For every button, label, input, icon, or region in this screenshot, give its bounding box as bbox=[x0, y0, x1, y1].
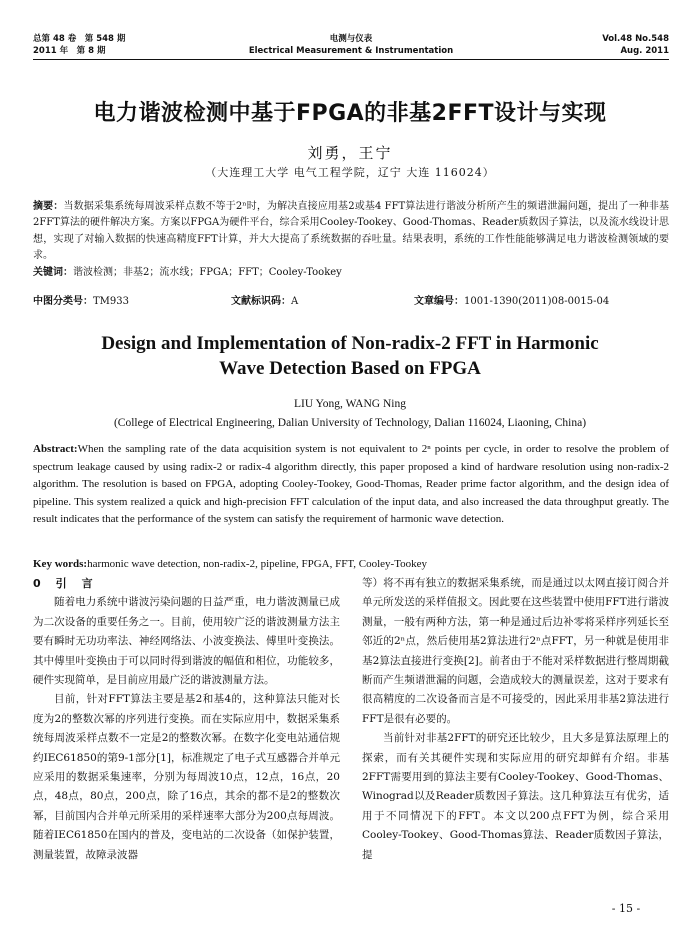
article-number bbox=[414, 295, 609, 309]
keywords-en bbox=[33, 556, 669, 572]
header-date: Aug. 2011 bbox=[620, 46, 669, 56]
header-vol-no: Vol.48 No.548 bbox=[602, 34, 669, 44]
clc-value: TM933 bbox=[93, 296, 129, 307]
journal-name-cn: 电测与仪表 bbox=[329, 34, 373, 44]
title-cn: 电力谐波检测中基于FPGA的非基2FFT设计与实现 bbox=[93, 101, 607, 126]
affiliation-cn: （大连理工大学 电气工程学院，辽宁 大连 116024） bbox=[205, 166, 495, 179]
abstract-cn-label: 摘要： bbox=[33, 201, 64, 212]
doc-value: A bbox=[291, 296, 299, 307]
document-code bbox=[231, 295, 298, 309]
keywords-en-label: Key words: bbox=[33, 558, 88, 570]
body-column-right bbox=[362, 574, 669, 865]
abstract-cn-text: 当数据采集系统每周波采样点数不等于2ⁿ时，为解决直接应用基2或基4 FFT算法进行谐波分析所产生的频谱泄漏问题，提出了一种非基2FFT算法的硬件解决方案。方案以FPGA为硬件平台，综合采用Cooley-Tookey、Good-Thomas、Reader质数因子算法，以及流水线设计思想，实现了对输入数据的快速高精度FFT计算，并大大提高了系统数据的吞吐量。结果表明，系统的工作性能能够满足电力谐波检测领域的要求。 bbox=[33, 201, 669, 262]
section-heading-introduction: 0 引 言 bbox=[33, 577, 95, 590]
title-en-line2: Wave Detection Based on FPGA bbox=[219, 358, 481, 379]
classification-line bbox=[33, 295, 669, 309]
clc-label: 中图分类号： bbox=[33, 296, 93, 307]
abstract-cn bbox=[33, 199, 669, 281]
article-label: 文章编号： bbox=[414, 296, 464, 307]
header-right bbox=[602, 33, 669, 57]
article-value: 1001-1390(2011)08-0015-04 bbox=[464, 296, 610, 307]
abstract-en bbox=[33, 441, 669, 529]
body-paragraph: 随着电力系统中谐波污染问题的日益严重，电力谐波测量已成为二次设备的重要任务之一。目前，使用较广泛的谐波测量方法主要有瞬时无功功率法、神经网络法、小波变换法、傅里叶变换法。其中傅里叶变换由于可以同时得到谐波的幅值和相位，功能较多，硬件实现简单，是目前应用最广泛的谐波测量方法。 bbox=[33, 596, 340, 687]
title-en bbox=[0, 331, 700, 381]
journal-name-en: Electrical Measurement & Instrumentation bbox=[248, 46, 454, 56]
header-center bbox=[33, 33, 669, 57]
affiliation-en: (College of Electrical Engineering, Dalian University of Technology, Dalian 116024, Liaoning, China) bbox=[113, 417, 587, 429]
header-year-issue: 2011 年 第 8 期 bbox=[33, 46, 106, 56]
header-rule bbox=[33, 59, 669, 60]
doc-label: 文献标识码： bbox=[231, 296, 291, 307]
body-paragraph: 当前针对非基2FFT的研究还比较少，且大多是算法原理上的探索，而有关其硬件实现和实际应用的研究却鲜有介绍。非基2FFT需要用到的算法主要有Cooley-Tookey、Good-Thomas、Winograd以及Reader质数因子算法。这几种算法互有优劣，适用于不同情况下的FFT。本文以200点FFT为例，综合采用Cooley-Tookey、Good-Thomas算法、Reader质数因子算法，提 bbox=[362, 732, 669, 861]
journal-header bbox=[33, 33, 669, 57]
abstract-en-label: Abstract: bbox=[33, 443, 78, 455]
title-en-line1: Design and Implementation of Non-radix-2 FFT in Harmonic bbox=[101, 333, 599, 354]
header-volume-issue: 总第 48 卷 第 548 期 bbox=[33, 34, 126, 44]
clc-number bbox=[33, 295, 129, 309]
page-number: - 15 - bbox=[611, 902, 641, 915]
keywords-cn-label: 关键词： bbox=[33, 266, 73, 278]
authors-cn: 刘勇，王宁 bbox=[307, 144, 393, 162]
body-paragraph: 目前，针对FFT算法主要是基2和基4的，这种算法只能对长度为2的整数次幂的序列进行变换。而在实际应用中，数据采集系统每周波采样点数不一定是2的整数次幂。在数字化变电站通信规约IEC61850的第9-1部分[1]，标准规定了电子式互感器合并单元应采用的数据采集速率，分别为每周波10点，12点，16点，20点，48点，80点，200点，除了16点，其余的都不是2的整数次幂，目前国内合并单元所采用的采样速率大部分为200点每周波。随着IEC61850在国内的普及，变电站的二次设备（如保护装置，测量装置，故障录波器 bbox=[33, 693, 340, 861]
abstract-en-text: When the sampling rate of the data acquisition system is not equivalent to 2ⁿ points per cycle, in order to resolve the problem of spectrum leakage caused by using radix-2 or radix-4 algorithm directly, this paper proposed a kind of hardware resolution using non-radix-2 algorithm. The resolution is based on FPGA, adopting Cooley-Tookey, Good-Thomas, Reader prime factor algorithm, and the design idea of pipeline. This system realized a quick and high-precision FFT calculation of the input data, and also increased the data throughput greatly. The result indicates that the performance of the system can satisfy the requirement of harmonic wave detection. bbox=[33, 443, 669, 526]
keywords-cn-text: 谐波检测；非基2；流水线；FPGA；FFT；Cooley-Tookey bbox=[73, 266, 342, 278]
keywords-en-text: harmonic wave detection, non-radix-2, pipeline, FPGA, FFT, Cooley-Tookey bbox=[87, 558, 428, 570]
authors-en: LIU Yong, WANG Ning bbox=[294, 398, 406, 410]
body-paragraph: 等）将不再有独立的数据采集系统，而是通过以太网直接订阅合并单元所发送的采样值报文。因此要在这些装置中使用FFT进行谐波测量，一般有两种方法，第一种是通过后边补零将采样序列延长至邻近的2ⁿ点，然后使用基2算法进行2ⁿ点FFT，另一种就是使用非基2算法直接进行变换[2]。前者由于不能对采样数据进行整周期截断而产生频谱泄漏的问题，会造成较大的测量误差，这对于要求有很高精度的二次设备而言是不可接受的，因此采用非基2算法进行FFT是很有必要的。 bbox=[362, 577, 669, 725]
body-column-left bbox=[33, 574, 340, 865]
